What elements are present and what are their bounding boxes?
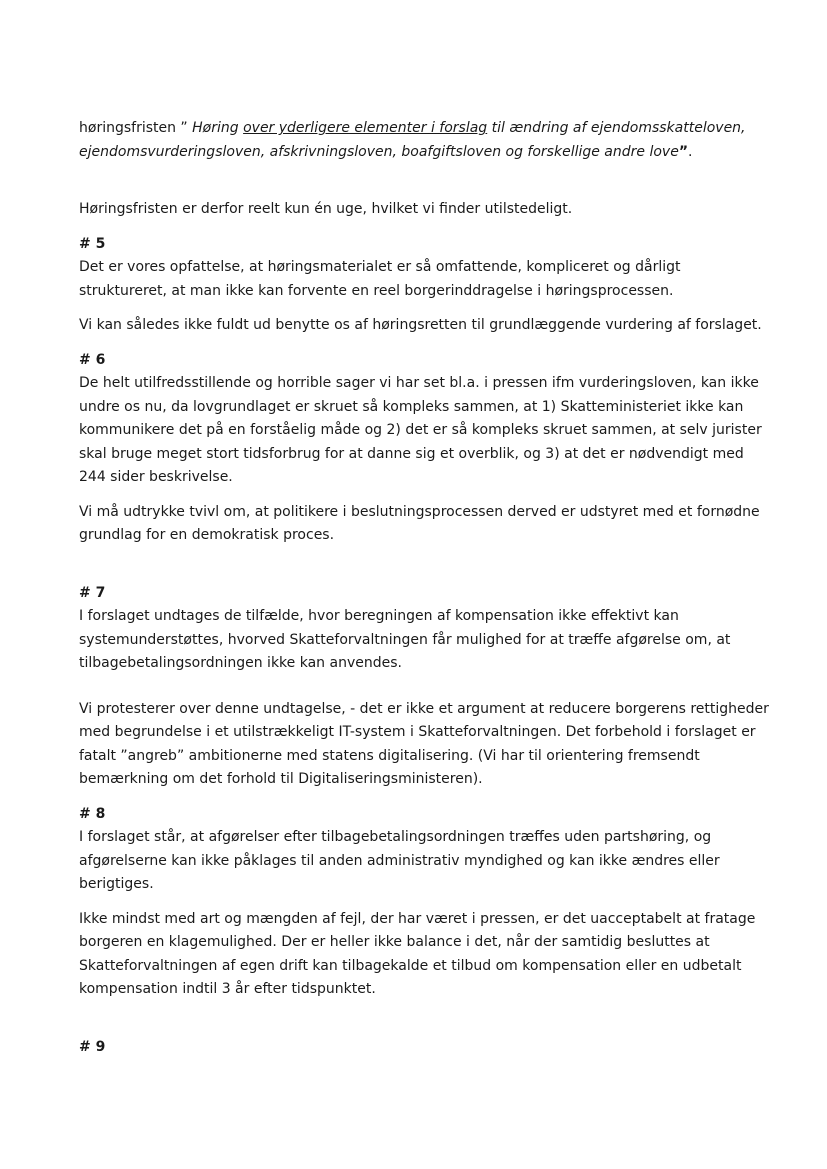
section-8-heading: # 8 xyxy=(79,805,106,822)
section-8-paragraph-2: Ikke mindst med art og mængden af fejl, der har været i pressen, er det uacceptabelt at fratage borgeren en klagemulighed. Der er heller ikke balance i det, når der samtidig besluttes at Skatteforvaltningen af egen drift kan tilbagekalde et tilbud om kompensation eller en udbetalt kompensation indtil 3 år efter tidspunktet. xyxy=(79,910,756,997)
section-5-paragraph-1: Det er vores opfattelse, at høringsmaterialet er så omfattende, kompliceret og dårligt struktureret, at man ikke kan forvente en reel borgerinddragelse i høringsprocessen. xyxy=(79,259,681,299)
intro-title-part-1: Høring xyxy=(192,120,244,136)
section-7-heading: # 7 xyxy=(79,584,106,601)
deadline-paragraph: Høringsfristen er derfor reelt kun én uge, hvilket vi finder utilstedeligt. xyxy=(79,201,573,217)
intro-prefix: høringsfristen ” xyxy=(79,120,193,136)
intro-closing-quote: ” xyxy=(678,143,689,160)
document-page xyxy=(79,117,769,1059)
section-6-paragraph-1: De helt utilfredsstillende og horrible sager vi har set bl.a. i pressen ifm vurderingsloven, kan ikke undre os nu, da lovgrundlaget er skruet så kompleks sammen, at 1) Skatteministeriet ikke kan kommunikere det på en forståelig måde og 2) det er så kompleks skruet sammen, at selv jurister skal bruge meget stort tidsforbrug for at danne sig et overblik, og 3) at det er nødvendigt med 244 sider beskrivelse. xyxy=(79,375,762,485)
section-9-heading: # 9 xyxy=(79,1038,106,1055)
section-7-paragraph-2: Vi protesterer over denne undtagelse, - det er ikke et argument at reducere borgerens rettigheder med begrundelse i et utilstrækkeligt IT-system i Skatteforvaltningen. Det forbehold i forslaget er fatalt ”angreb” ambitionerne med statens digitalisering. (Vi har til orientering fremsendt bemærkning om det forhold til Digitaliseringsministeren). xyxy=(79,700,769,787)
section-5-heading: # 5 xyxy=(79,235,106,252)
intro-title-underlined: over yderligere elementer i forslag xyxy=(243,120,488,136)
section-7-paragraph-1: I forslaget undtages de tilfælde, hvor beregningen af kompensation ikke effektivt kan systemunderstøttes, hvorved Skatteforvaltningen får mulighed for at træffe afgørelse om, at tilbagebetalingsordningen ikke kan anvendes. xyxy=(79,608,731,671)
section-6-paragraph-2: Vi må udtrykke tvivl om, at politikere i beslutningsprocessen derved er udstyret med et fornødne grundlag for en demokratisk proces. xyxy=(79,503,760,543)
intro-end: . xyxy=(688,143,693,160)
section-8-paragraph-1: I forslaget står, at afgørelser efter tilbagebetalingsordningen træffes uden partshøring, og afgørelserne kan ikke påklages til anden administrativ myndighed og kan ikke ændres eller berigtiges. xyxy=(79,829,720,892)
intro-paragraph xyxy=(79,117,769,164)
section-6-heading: # 6 xyxy=(79,351,106,368)
intro-title-part-2: til ændring af ejendomsskatteloven, ejendomsvurderingsloven, afskrivningsloven, boafgiftsloven og forskellige andre love xyxy=(79,120,746,160)
section-5-paragraph-2: Vi kan således ikke fuldt ud benytte os af høringsretten til grundlæggende vurdering af forslaget. xyxy=(79,317,762,333)
